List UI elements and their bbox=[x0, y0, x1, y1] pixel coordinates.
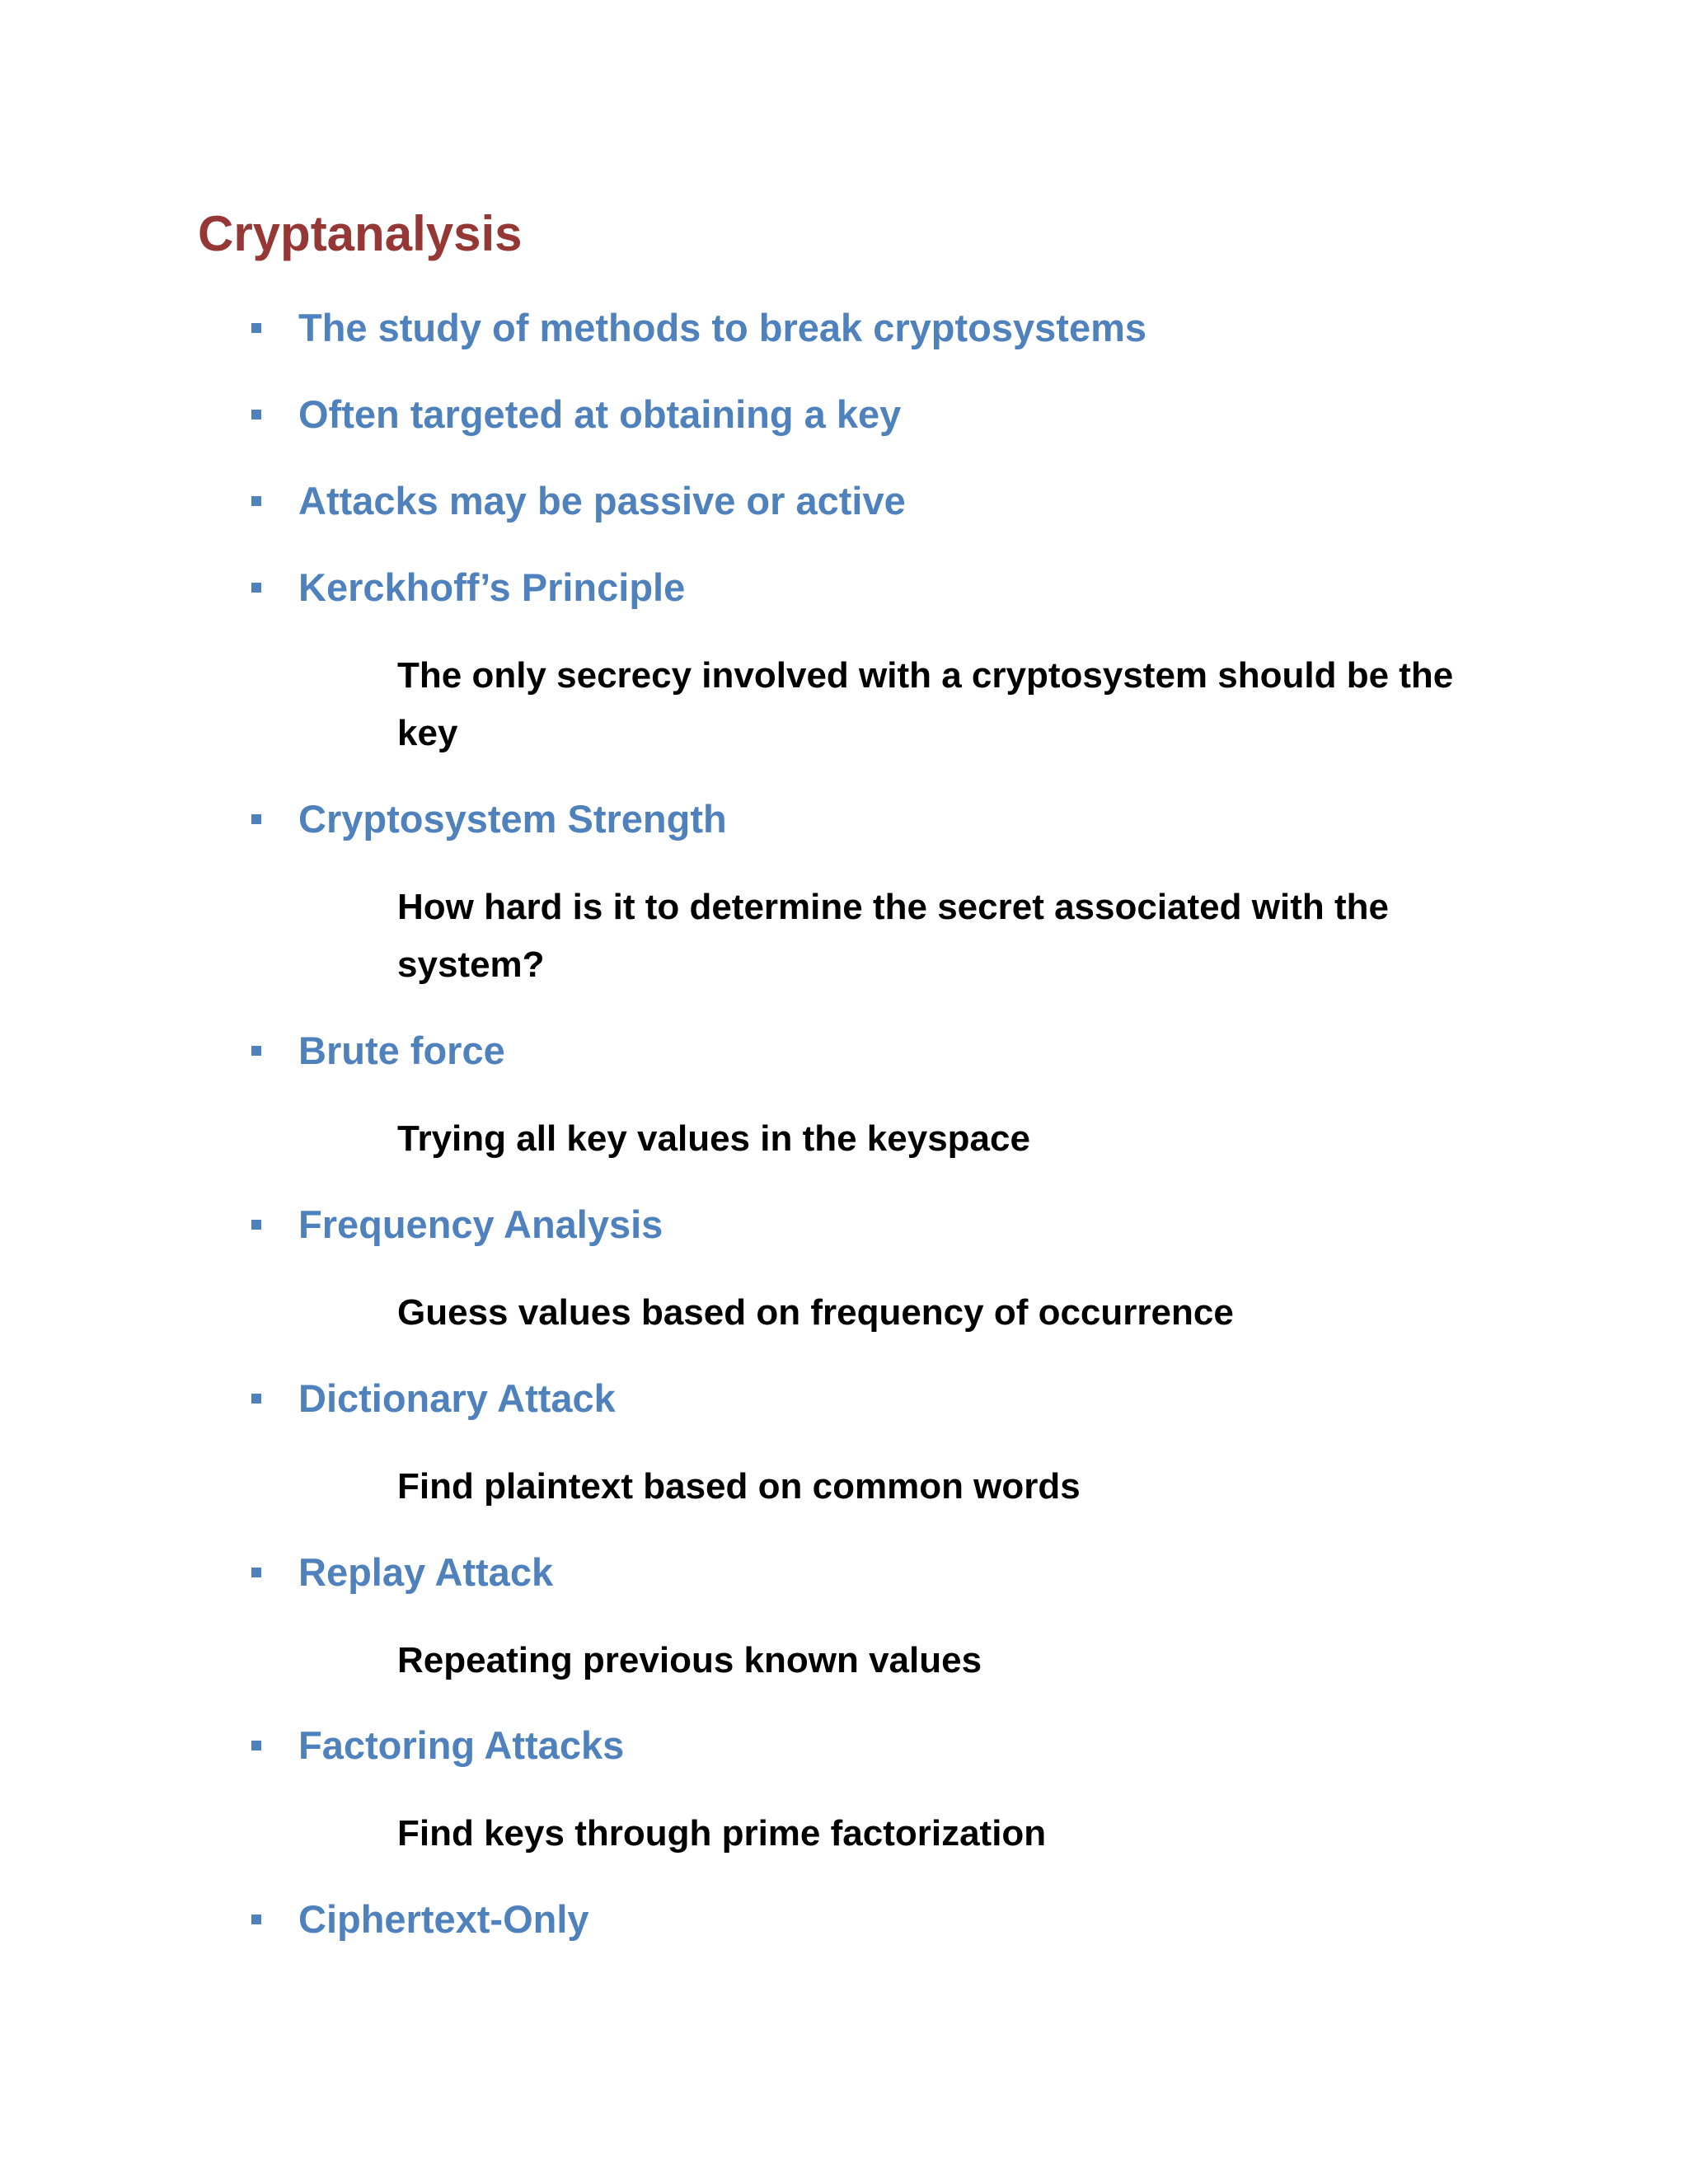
bullet-square-icon bbox=[251, 410, 261, 419]
bullet-item-factoring-attacks: Factoring Attacks bbox=[298, 1723, 625, 1767]
bullet-item-kerckhoffs-principle: Kerckhoff’s Principle bbox=[298, 565, 686, 609]
bullet-item-ciphertext-only: Ciphertext-Only bbox=[298, 1897, 589, 1941]
bullet-item-obtaining-key: Often targeted at obtaining a key bbox=[298, 392, 902, 436]
bullet-item-passive-active: Attacks may be passive or active bbox=[298, 479, 906, 523]
bullet-square-icon bbox=[251, 1394, 261, 1404]
description-frequency-analysis: Guess values based on frequency of occurrence bbox=[397, 1292, 1234, 1333]
bullet-square-icon bbox=[251, 583, 261, 593]
description-brute-force: Trying all key values in the keyspace bbox=[397, 1118, 1030, 1159]
bullet-square-icon bbox=[251, 814, 261, 824]
bullet-square-icon bbox=[251, 1915, 261, 1924]
bullet-square-icon bbox=[251, 323, 261, 333]
bullet-square-icon bbox=[251, 496, 261, 506]
bullet-item-cryptosystem-strength: Cryptosystem Strength bbox=[298, 797, 727, 841]
bullet-square-icon bbox=[251, 1568, 261, 1577]
bullet-square-icon bbox=[251, 1741, 261, 1750]
description-dictionary-attack: Find plaintext based on common words bbox=[397, 1466, 1081, 1507]
bullet-item-frequency-analysis: Frequency Analysis bbox=[298, 1202, 663, 1246]
description-cryptosystem-strength: How hard is it to determine the secret associated with the system? bbox=[397, 887, 1389, 985]
description-replay-attack: Repeating previous known values bbox=[397, 1640, 982, 1680]
bullet-item-replay-attack: Replay Attack bbox=[298, 1550, 554, 1594]
bullet-square-icon bbox=[251, 1046, 261, 1056]
bullet-item-study-of-methods: The study of methods to break cryptosystems bbox=[298, 306, 1147, 349]
bullet-square-icon bbox=[251, 1220, 261, 1230]
bullet-item-brute-force: Brute force bbox=[298, 1029, 505, 1072]
page-title: Cryptanalysis bbox=[198, 206, 523, 261]
description-kerckhoffs-principle: The only secrecy involved with a cryptosystem should be the key bbox=[397, 655, 1454, 753]
bullet-item-dictionary-attack: Dictionary Attack bbox=[298, 1376, 616, 1420]
description-factoring-attacks: Find keys through prime factorization bbox=[397, 1813, 1047, 1854]
